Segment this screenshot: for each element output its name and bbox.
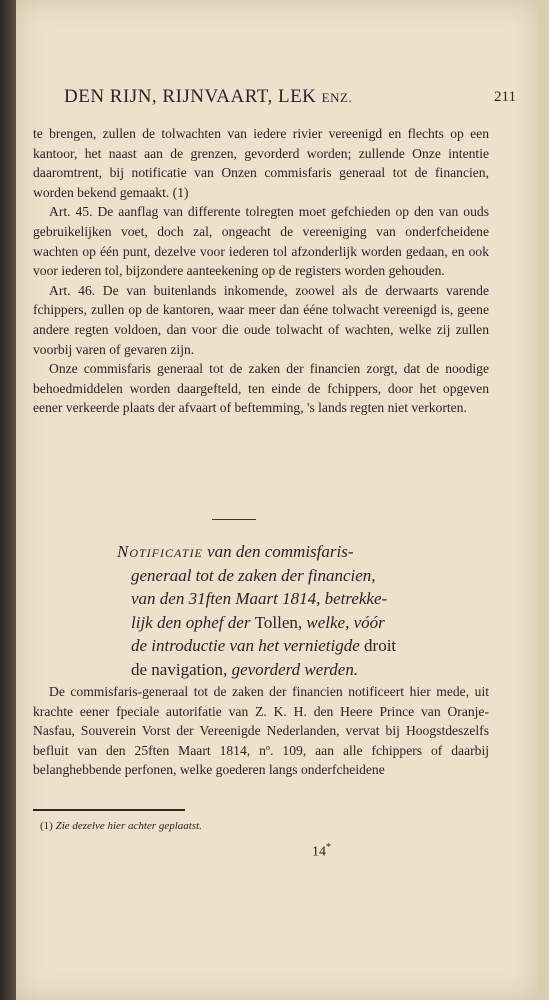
notice-line: generaal tot de zaken der financien, xyxy=(131,565,376,585)
paragraph-continuation: te brengen, zullen de tolwachten van iedere rivier vereenigd en flechts op een kantoor, het naast aan de grenzen, gevorderd worden; zullende Onze intentie daaromtrent, bij notificatie van Onzen commisfaris generaal tot de financien, worden bekend gemaakt. (1) xyxy=(33,126,489,200)
notice-line: lijk den ophef der Tollen, welke, vóór xyxy=(131,612,385,632)
body-text-top xyxy=(33,124,489,418)
footnote-rule xyxy=(33,809,185,811)
footnote-marker: (1) xyxy=(40,820,53,832)
footnote-text: Zie dezelve hier achter geplaatst. xyxy=(55,820,202,832)
notice-line: Notificatie van den commisfaris- xyxy=(117,542,354,561)
notice-heading xyxy=(117,540,437,681)
signature-mark: 14* xyxy=(312,842,331,860)
notice-line: van den 31ften Maart 1814, betrekke- xyxy=(131,589,388,608)
page-edge xyxy=(538,0,549,1000)
running-head-small: ENZ. xyxy=(321,90,353,105)
running-head-main: DEN RIJN, RIJNVAART, LEK xyxy=(64,86,317,107)
body-text-bottom xyxy=(33,682,489,780)
paragraph-art-46: Art. 46. De van buitenlands inkomende, zoowel als de derwaarts varende fchippers, zullen op de kantoren, waar meer dan ééne tolwacht vereenigd is, geene andere regten voldoen, dan voor die oude tolwacht of wachten, welke zij zullen voorbij varen of gevaren zijn. xyxy=(33,282,489,357)
footnote xyxy=(40,820,202,832)
running-head-title xyxy=(64,86,352,108)
paragraph-notification: De commisfaris-generaal tot de zaken der financien notificeert hier mede, uit krachte eener fpeciale autorifatie van Z. K. H. den Heere Prince van Oranje-Nasfau, Souverein Vorst der Vereenigde Nederlanden, vervat bij Hoogstdeszelfs befluit van den 25ften Maart 1814, nº. 109, aan alle fchippers of daarbij belanghebbende perfonen, welke goederen langs onderfcheidene xyxy=(33,684,489,778)
book-spine-shadow xyxy=(0,0,16,1000)
notice-line: de introductie van het vernietigde droit xyxy=(131,636,397,655)
page-number: 211 xyxy=(494,89,516,105)
notice-line: de navigation, gevorderd werden. xyxy=(131,659,359,679)
section-divider xyxy=(212,519,256,520)
paragraph-commissaris: Onze commisfaris generaal tot de zaken der financien zorgt, dat de noodige behoedmiddelen worden daargefteld, ten einde de fchippers, door het opgeven eener verkeerde plaats der afvaart of beftemming, 's lands regten niet verkorten. xyxy=(33,361,489,416)
paragraph-art-45: Art. 45. De aanflag van differente tolregten moet gefchieden op den van ouds gebruikelijken voet, doch zal, ongeacht de vereeniging van onderfcheidene wachten op één punt, dezelve voor iederen tol afzonderlijk worden gedaan, en ook voor iederen tol, bijzondere aanteekening op de registers worden gehouden. xyxy=(33,204,489,279)
